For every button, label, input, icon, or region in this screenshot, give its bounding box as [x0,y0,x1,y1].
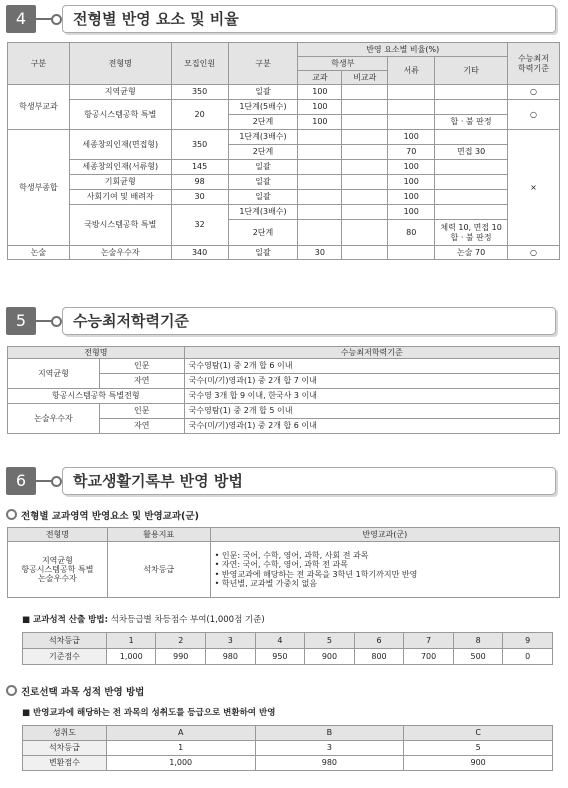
table-row: 자연 국수(미/기)영과(1) 중 2개 합 7 이내 [8,374,560,389]
section-5-header [6,307,556,335]
table-row: 기회균형 98 일괄 100 [8,175,560,190]
achievement-table: 성취도 A B C 석차등급 1 3 5 변환점수 1,000 980 900 [22,725,553,771]
table-row: 논술우수자 인문 국수영탐(1) 중 2개 합 5 이내 [8,404,560,419]
col-quota: 모집인원 [171,43,228,85]
csat-table: 전형명 수능최저학력기준 지역균형 인문 국수영탐(1) 중 2개 합 6 이내 자연 국수(미/기)영과(1) 중 2개 합 7 이내 항공시스템공학 특별전형 국수영 3개 합 9 이내, 한국사 3 이내 논술우수자 인문 국수영탐(1) 중 2개 합 5 이내 자연 국수(미/기)영과(1) 중 2개 합 6 이내 [7,346,560,434]
table-row: 2단계 70 면접 30 [8,145,560,160]
table-row: 항공시스템공학 특별 20 1단계(5배수) 100 ○ [8,100,560,115]
col-school: 학생부 [298,57,388,71]
col-bigyo: 비교과 [342,71,388,85]
table-row: 기준점수 1,000 990 980 950 900 800 700 500 0 [23,649,553,665]
col-csat: 수능최저 학력기준 [508,43,560,85]
table-row: 자연 국수(미/기)영과(1) 중 2개 합 6 이내 [8,419,560,434]
table-row: 세종창의인재(서류형) 145 일괄 100 [8,160,560,175]
grade-score-table: 석차등급 1 2 3 4 5 6 7 8 9 기준점수 1,000 990 980 950 900 800 700 500 0 [22,632,553,665]
col-gubun: 구분 [8,43,70,85]
col-stage: 구분 [228,43,298,85]
calc-method-note: ■ 교과성적 산출 방법: 석차등급별 차등점수 부여(1,000점 기준) [22,615,265,625]
col-etc: 기타 [435,57,508,85]
table-row: 사회기여 및 배려자 30 일괄 100 [8,190,560,205]
section-title: 학교생활기록부 반영 방법 [62,467,556,495]
circle-icon [6,685,17,696]
ratio-table [7,42,560,260]
col-gyo: 교과 [298,71,342,85]
table-row: 2단계 100 합 · 불 판정 [8,115,560,130]
section-number: 4 [6,5,36,33]
subheading-subjects: 전형별 교과영역 반영요소 및 반영교과(군) [6,508,199,522]
col-name: 전형명 [69,43,171,85]
table-row: 학생부종합 세종창의인재(면접형) 350 1단계(3배수) 100 × [8,130,560,145]
col-doc: 서류 [388,57,435,85]
section-number: 5 [6,307,36,335]
table-row: 석차등급 1 3 5 [23,741,553,756]
circle-icon [6,509,17,520]
subjects-table: 전형명 활용지표 반영교과(군) 지역균형 항공시스템공학 특별 논술우수자 석차등급 • 인문: 국어, 수학, 영어, 과학, 사회 전 과목 • 자연: 국어, 수학, 영어, 과학 전 과목 • 반영교과에 해당하는 전 과목을 3학년 1학기까지만 반영 • 학년별, 교과별 가중치 없음 [7,527,560,598]
section-title: 수능최저학력기준 [62,307,556,335]
conversion-note: ■ 반영교과에 해당하는 전 과목의 성취도를 등급으로 변환하여 반영 [22,708,276,718]
table-row: 학생부교과 지역균형 350 일괄 100 ○ [8,85,560,100]
table-row: 지역균형 항공시스템공학 특별 논술우수자 석차등급 • 인문: 국어, 수학, 영어, 과학, 사회 전 과목 • 자연: 국어, 수학, 영어, 과학 전 과목 • 반영교과에 해당하는 전 과목을 3학년 1학기까지만 반영 • 학년별, 교과별 가중치 없음 [8,542,560,598]
table-row: 논술 논술우수자 340 일괄 30 논술 70 ○ [8,246,560,260]
table-row: 지역균형 인문 국수영탐(1) 중 2개 합 6 이내 [8,359,560,374]
section-number: 6 [6,467,36,495]
subheading-career: 진로선택 과목 성적 반영 방법 [6,684,144,698]
table-row: 국방시스템공학 특별 32 1단계(3배수) 100 [8,205,560,220]
table-row: 2단계 80 체력 10, 면접 10 합 · 불 판정 [8,220,560,246]
section-4-header [6,5,556,33]
section-6-header [6,467,556,495]
table-row: 항공시스템공학 특별전형 국수영 3개 합 9 이내, 한국사 3 이내 [8,389,560,404]
table-row: 변환점수 1,000 980 900 [23,756,553,771]
section-title: 전형별 반영 요소 및 비율 [62,5,556,33]
col-ratio: 반영 요소별 비율(%) [298,43,508,57]
